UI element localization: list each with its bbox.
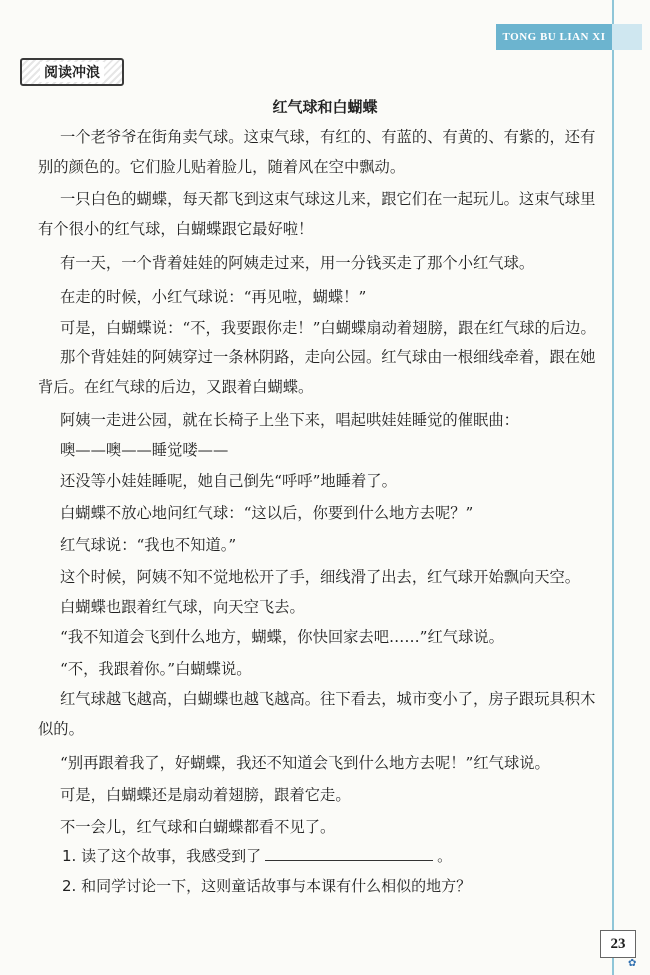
paragraph: “别再跟着我了，好蝴蝶，我还不知道会飞到什么地方去呢！”红气球说。 <box>60 754 550 772</box>
paragraph: 可是，白蝴蝶还是扇动着翅膀，跟着它走。 <box>60 786 351 804</box>
paragraph: 那个背娃娃的阿姨穿过一条林阴路，走向公园。红气球由一根细线牵着，跟在她背后。在红气球的后边，又跟着白蝴蝶。 <box>38 348 596 396</box>
paragraph: “我不知道会飞到什么地方，蝴蝶，你快回家去吧……”红气球说。 <box>60 628 504 646</box>
paragraph: 红气球说：“我也不知道。” <box>60 536 237 554</box>
paragraph: “不，我跟着你。”白蝴蝶说。 <box>60 660 252 678</box>
flower-icon: ✿ <box>628 958 637 969</box>
paragraph: 噢——噢——睡觉喽—— <box>60 441 229 459</box>
question-2-text: 2. 和同学讨论一下，这则童话故事与本课有什么相似的地方？ <box>62 877 472 895</box>
margin-rule <box>612 0 614 975</box>
paragraph: 还没等小娃娃睡呢，她自己倒先“呼呼”地睡着了。 <box>60 472 397 490</box>
question-2 <box>62 872 471 900</box>
question-1-text: 1. 读了这个故事，我感受到了 <box>62 847 262 865</box>
question-1 <box>62 842 452 870</box>
question-1-end: 。 <box>437 847 453 865</box>
paragraph: 有一天，一个背着娃娃的阿姨走过来，用一分钱买走了那个小红气球。 <box>60 254 535 272</box>
paragraph: 可是，白蝴蝶说：“不，我要跟你走！”白蝴蝶扇动着翅膀，跟在红气球的后边。 <box>60 319 596 337</box>
section-tag-label: 阅读冲浪 <box>40 62 104 82</box>
story-title: 红气球和白蝴蝶 <box>272 98 378 116</box>
section-tag <box>20 58 124 86</box>
paragraph: 不一会儿，红气球和白蝴蝶都看不见了。 <box>60 818 336 836</box>
page-number: 23 <box>600 930 636 958</box>
paragraph: 红气球越飞越高，白蝴蝶也越飞越高。往下看去，城市变小了，房子跟玩具积木似的。 <box>38 690 596 738</box>
paragraph: 白蝴蝶不放心地问红气球：“这以后，你要到什么地方去呢？” <box>60 504 474 522</box>
paragraph: 在走的时候，小红气球说：“再见啦，蝴蝶！” <box>60 288 367 306</box>
paragraph: 白蝴蝶也跟着红气球，向天空飞去。 <box>60 598 305 616</box>
paragraph: 阿姨一走进公园，就在长椅子上坐下来，唱起哄娃娃睡觉的催眠曲： <box>60 411 519 429</box>
answer-blank[interactable] <box>265 844 433 861</box>
series-header: TONG BU LIAN XI <box>496 24 612 50</box>
paragraph: 一个老爷爷在街角卖气球。这束气球，有红的、有蓝的、有黄的、有紫的，还有别的颜色的。它们脸儿贴着脸儿，随着风在空中飘动。 <box>38 128 596 176</box>
paragraph: 一只白色的蝴蝶，每天都飞到这束气球这儿来，跟它们在一起玩儿。这束气球里有个很小的红气球，白蝴蝶跟它最好啦！ <box>38 190 596 238</box>
header-tab <box>612 24 642 50</box>
paragraph: 这个时候，阿姨不知不觉地松开了手，细线滑了出去，红气球开始飘向天空。 <box>60 568 581 586</box>
